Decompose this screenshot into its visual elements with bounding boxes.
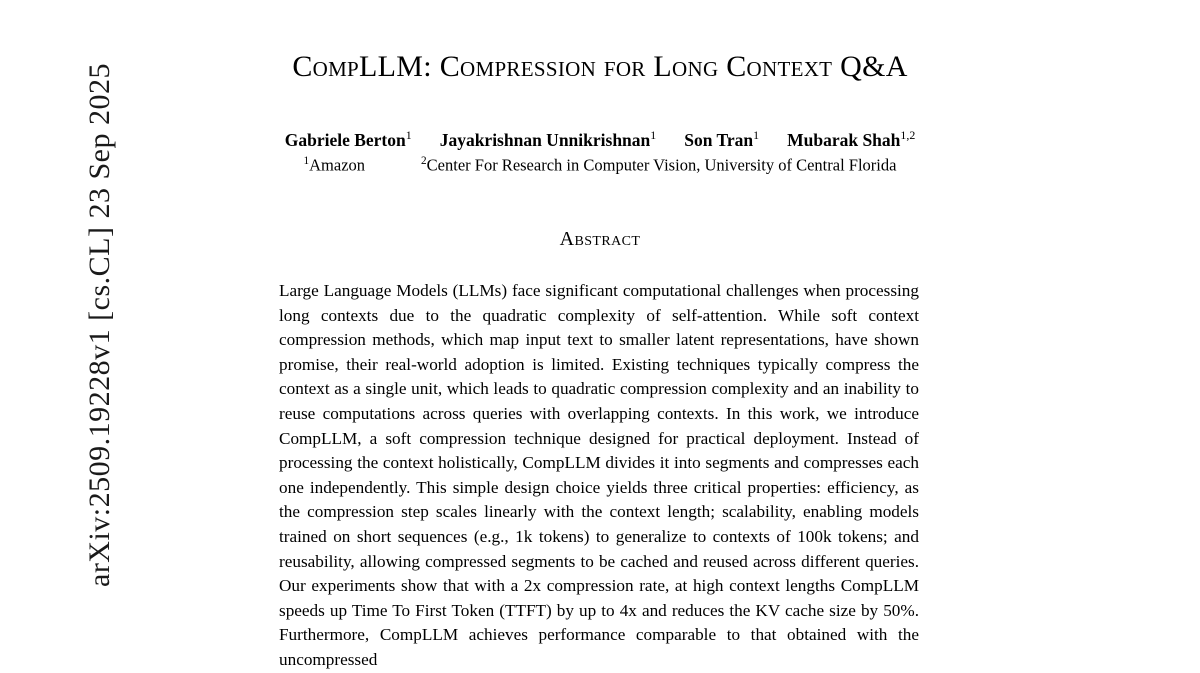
author-name: Son Tran (684, 129, 754, 150)
arxiv-stamp (0, 0, 116, 648)
affiliation-mark: 2 (421, 155, 427, 167)
arxiv-stamp-text: arXiv:2509.19228v1 [cs.CL] 23 Sep 2025 (83, 63, 116, 587)
affiliation-text: Amazon (309, 155, 366, 175)
author (440, 124, 657, 151)
affiliation-mark: 1 (303, 155, 310, 167)
abstract-paragraph: Large Language Models (LLMs) face significant computational challenges when processing long contexts due to the quadratic complexity of self-attention. While soft context compression methods, which map input text to smaller latent representations, have shown promise, their real-world adoption is limited. Existing techniques typically compress the context as a single unit, which leads to quadratic compression complexity and an inability to reuse computations across queries with overlapping contexts. In this work, we introduce CompLLM, a soft compression technique designed for practical deployment. Instead of processing the context holistically, CompLLM divides it into segments and compresses each one independently. This simple design choice yields three critical properties: efficiency, as the compression step scales linearly with the context length; scalability, enabling models trained on short sequences (e.g., 1k tokens) to generalize to contexts of 100k tokens; and reusability, allowing compressed segments to be cached and reused across different queries. Our experiments show that with a 2x compression rate, at high context lengths CompLLM speeds up Time To First Token (TTFT) by up to 4x and reduces the KV cache size by 50%. Furthermore, CompLLM achieves performance comparable to that obtained with the uncompressed (279, 281, 919, 669)
affiliation-list (150, 150, 1050, 177)
author-name: Mubarak Shah (787, 129, 901, 150)
author (684, 124, 759, 151)
author-name: Jayakrishnan Unnikrishnan (439, 129, 651, 150)
abstract-heading: Abstract (559, 228, 641, 250)
page-title: CompLLM: Compression for Long Context Q&A (292, 50, 908, 83)
author-list (150, 124, 1050, 151)
author-affiliation-mark: 1,2 (900, 128, 916, 142)
author (787, 124, 915, 151)
affiliation (421, 150, 896, 177)
author (285, 124, 412, 151)
author-affiliation-mark: 1 (405, 128, 412, 142)
author-affiliation-mark: 1 (753, 128, 760, 142)
author-name: Gabriele Berton (284, 129, 406, 150)
author-affiliation-mark: 1 (650, 128, 657, 142)
affiliation-text: Center For Research in Computer Vision, University of Central Florida (426, 155, 897, 175)
abstract-body (279, 279, 919, 673)
affiliation (304, 150, 366, 177)
